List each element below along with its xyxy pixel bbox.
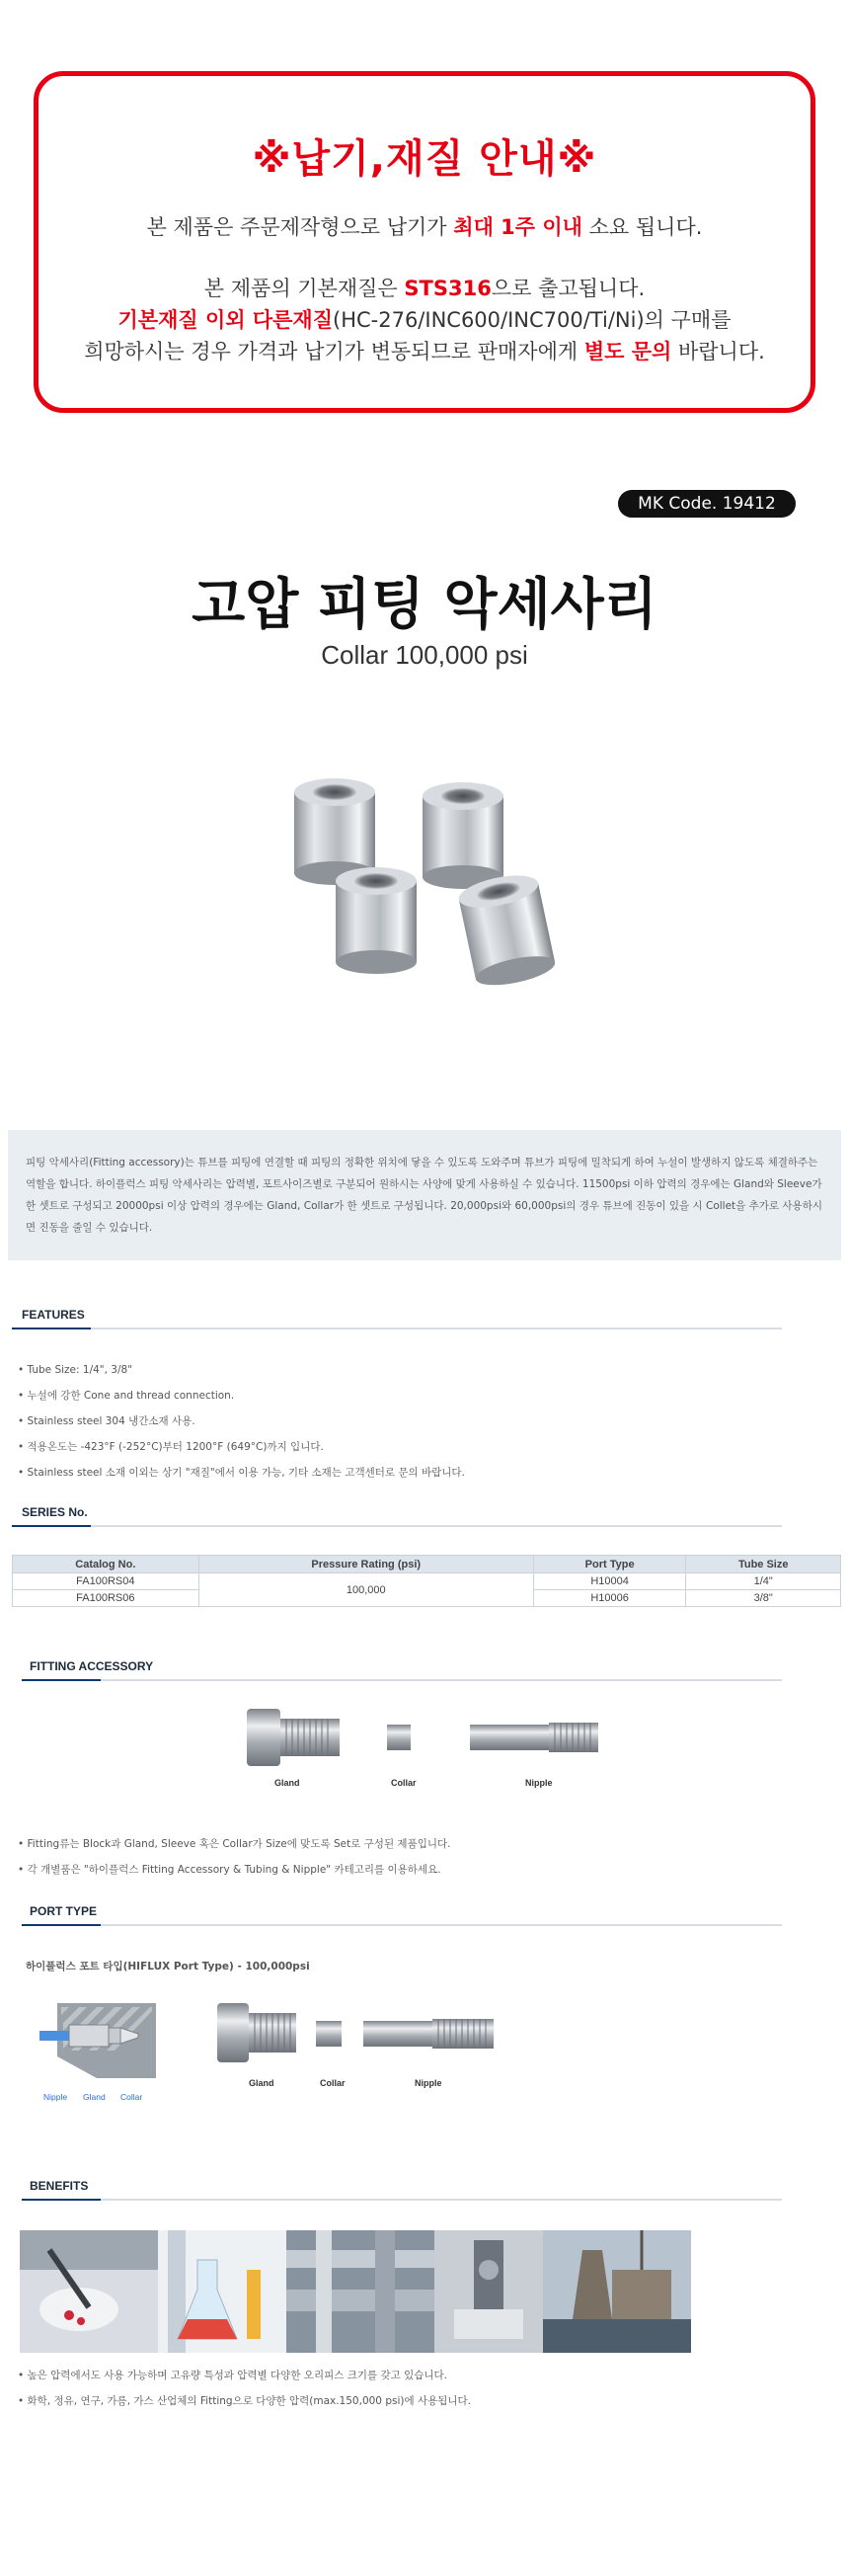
- notice-text: 본 제품은 주문제작형으로 납기가: [146, 215, 454, 239]
- product-subtitle: Collar 100,000 psi: [321, 640, 528, 670]
- port-title: PORT TYPE: [30, 1904, 98, 1918]
- notice-title: ※납기,재질 안내※: [252, 136, 597, 182]
- notice-line-other-material: [39, 304, 810, 336]
- column-header: Port Type: [533, 1556, 686, 1573]
- notice-text: 바랍니다.: [671, 340, 765, 363]
- benefit-note: • 화학, 정유, 연구, 가름, 가스 산업체의 Fitting으로 다양한 압력(max.150,000 psi)에 사용됩니다.: [18, 2388, 808, 2414]
- notice-text: 본 제품의 기본재질은: [203, 277, 405, 300]
- series-table: [12, 1555, 841, 1607]
- port-parts-image: [217, 1995, 513, 2074]
- column-header: Tube Size: [686, 1556, 841, 1573]
- notice-line-inquiry: [39, 336, 810, 367]
- photo-industrial-pipes: [286, 2230, 434, 2353]
- diagram-label-collar: Collar: [120, 2092, 143, 2102]
- photo-flasks: [158, 2230, 286, 2353]
- table-cell: 1/4": [686, 1573, 841, 1590]
- photo-lab-pipette: [20, 2230, 158, 2353]
- notice-highlight: STS316: [404, 277, 492, 300]
- part-label-gland: Gland: [274, 1778, 300, 1788]
- collar-3: [336, 867, 417, 974]
- part-label-collar: Collar: [391, 1778, 417, 1788]
- fitting-title: FITTING ACCESSORY: [30, 1659, 154, 1673]
- feature-item: • Tube Size: 1/4", 3/8": [18, 1357, 808, 1383]
- table-cell: 100,000: [198, 1573, 533, 1607]
- port-cross-section-diagram: [39, 1997, 168, 2084]
- nipple-part: [470, 1723, 598, 1752]
- benefits-divider: [22, 2199, 782, 2201]
- feature-item: • 적용온도는 -423°F (-252°C)부터 1200°F (649°C)까지 입니다.: [18, 1434, 808, 1460]
- benefits-photo-strip: [20, 2230, 691, 2353]
- photo-machine: [434, 2230, 543, 2353]
- table-cell: H10004: [533, 1573, 686, 1590]
- notice-text: 희망하시는 경우 가격과 납기가 변동되므로 판매자에게: [84, 340, 584, 363]
- diagram-label-gland: Gland: [83, 2092, 106, 2102]
- notice-line-material: [39, 273, 810, 304]
- fitting-divider: [22, 1679, 782, 1681]
- notice-text: (HC-276/INC600/INC700/Ti/Ni)의 구매를: [333, 308, 732, 332]
- port-note: [26, 1954, 717, 1979]
- fitting-note: • Fitting류는 Block과 Gland, Sleeve 혹은 Collar가 Size에 맞도록 Set로 구성된 제품입니다.: [18, 1831, 808, 1857]
- feature-item: • Stainless steel 304 냉간소재 사용.: [18, 1409, 808, 1434]
- gland-part: [247, 1709, 340, 1766]
- table-cell: FA100RS06: [13, 1590, 199, 1607]
- notice-highlight: 별도 문의: [583, 340, 672, 363]
- port-divider: [22, 1924, 782, 1926]
- features-divider: [12, 1328, 782, 1329]
- port-note-text: 하이플럭스 포트 타입(HIFLUX Port Type) - 100,000psi: [26, 1961, 310, 1972]
- collar-4: [456, 869, 558, 991]
- benefits-notes: [18, 2363, 808, 2414]
- port-part-label-gland: Gland: [249, 2078, 274, 2088]
- notice-text: 소요 됩니다.: [581, 215, 703, 239]
- product-image: [276, 770, 592, 1017]
- notice-highlight: 기본재질 이외 다른재질: [117, 308, 333, 332]
- series-title: SERIES No.: [22, 1505, 88, 1519]
- port-part-label-nipple: Nipple: [415, 2078, 442, 2088]
- feature-item: • 누설에 강한 Cone and thread connection.: [18, 1383, 808, 1409]
- collar-part: [316, 2021, 342, 2047]
- notice-text: 으로 출고됩니다.: [491, 277, 646, 300]
- column-header: Pressure Rating (psi): [198, 1556, 533, 1573]
- mk-code-badge: MK Code. 19412: [618, 490, 796, 518]
- gland-part: [217, 2003, 296, 2062]
- notice-line-leadtime: [39, 211, 810, 243]
- table-cell: H10006: [533, 1590, 686, 1607]
- collar-part: [387, 1725, 411, 1750]
- part-label-nipple: Nipple: [525, 1778, 553, 1788]
- feature-item: • Stainless steel 소재 이외는 상기 "재질"에서 이용 가능, 기타 소재는 고객센터로 문의 바랍니다.: [18, 1460, 808, 1486]
- table-header-row: [13, 1556, 841, 1573]
- diagram-label-nipple: Nipple: [43, 2092, 68, 2102]
- port-part-label-collar: Collar: [320, 2078, 346, 2088]
- benefits-title: BENEFITS: [30, 2179, 89, 2193]
- product-title: 고압 피팅 악세사리: [192, 573, 657, 637]
- description-box: 피팅 악세사리(Fitting accessory)는 튜브를 피팅에 연결할 때 피팅의 정확한 위치에 닿을 수 있도록 도와주며 튜브가 피팅에 밀착되게 하여 누설이 발생하지 않도록 체결하주는 역할을 합니다. 하이플럭스 피팅 악세사리는 압력별, 포트사이즈별로 구분되어 원하시는 사양에 맞게 사용하실 수 있습니다. 11500psi 이하 압력의 경우에는 Gland와 Sleeve가 한 셋트로 구성되고 20000psi 이상 압력의 경우에는 Gland, Collar가 한 셋트로 구성됩니다. 20,000psi와 60,000psi의 경우 튜브에 진동이 있을 시 Collet을 추가로 사용하시면 진동을 줄일 수 있습니다.: [8, 1130, 841, 1260]
- series-divider: [12, 1525, 782, 1527]
- column-header: Catalog No.: [13, 1556, 199, 1573]
- notice-highlight: 최대 1주 이내: [453, 215, 582, 239]
- collar-2: [423, 782, 503, 889]
- fitting-note: • 각 개별품은 "하이플럭스 Fitting Accessory & Tubing & Nipple" 카테고리를 이용하세요.: [18, 1857, 808, 1883]
- features-title: FEATURES: [22, 1308, 85, 1322]
- notice-box: [34, 71, 815, 413]
- nipple-part: [363, 2019, 494, 2049]
- table-row: [13, 1573, 841, 1590]
- table-cell: FA100RS04: [13, 1573, 199, 1590]
- fitting-parts-image: [247, 1699, 622, 1778]
- benefit-note: • 높은 압력에서도 사용 가능하며 고유량 특성과 압력별 다양한 오리피스 크기를 갖고 있습니다.: [18, 2363, 808, 2388]
- photo-offshore-rig: [543, 2230, 691, 2353]
- fitting-notes: [18, 1831, 808, 1883]
- table-cell: 3/8": [686, 1590, 841, 1607]
- features-list: [18, 1357, 808, 1486]
